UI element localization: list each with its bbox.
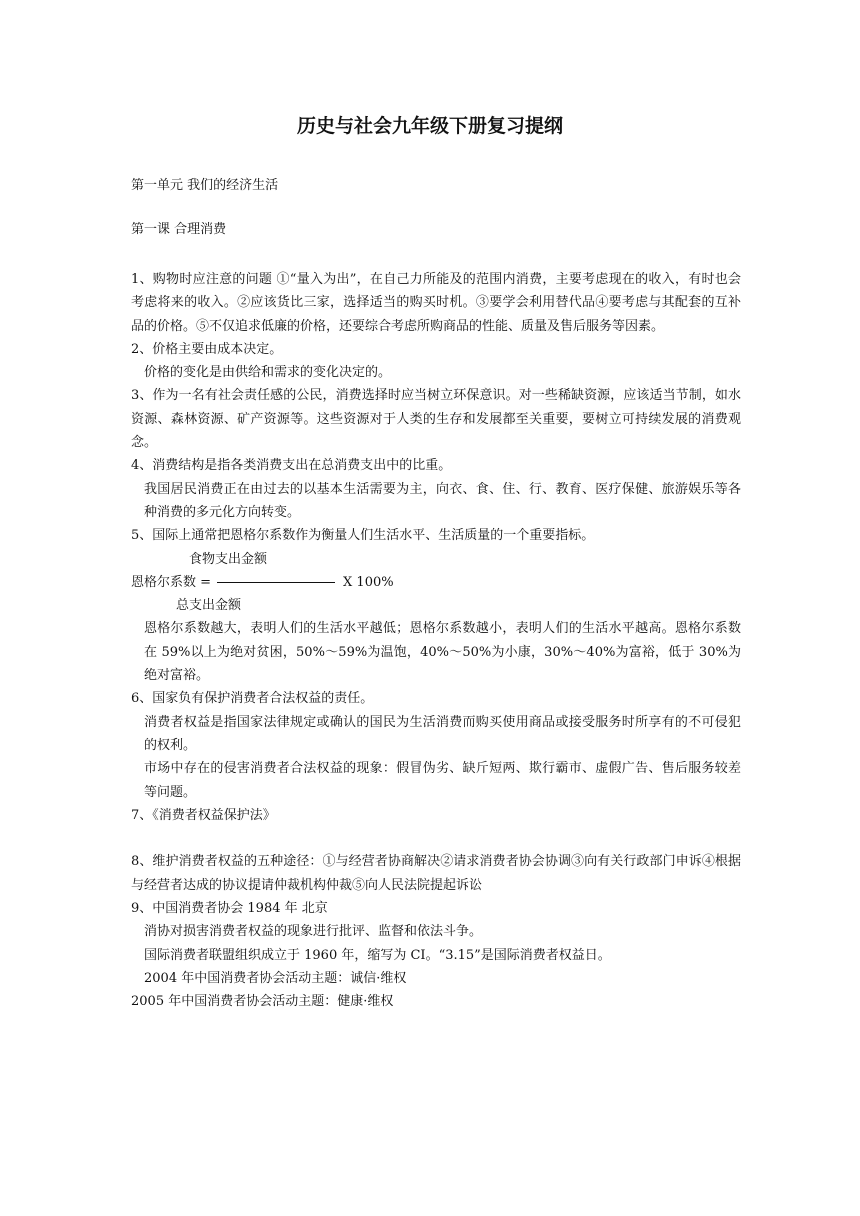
fraction-bar — [217, 582, 335, 583]
paragraph-9-theme-2004: 2004 年中国消费者协会活动主题：诚信·维权 — [144, 970, 407, 986]
paragraph-4-detail: 我国居民消费正在由过去的以基本生活需要为主，向衣、食、住、行、教育、医疗保健、旅游娱乐等各种消费的多元化方向转变。 — [144, 481, 741, 520]
paragraph-1: 1、购物时应注意的问题 ①“量入为出”，在自己力所能及的范围内消费，主要考虑现在的收入，有时也会考虑将来的收入。②应该货比三家，选择适当的购买时机。③要学会利用替代品④要考虑与其配套的互补品的价格。⑤不仅追求低廉的价格，还要综合考虑所购商品的性能、质量及售后服务等因素。 — [131, 272, 741, 334]
formula-multiplier: X 100% — [343, 574, 394, 590]
paragraph-6-phenomena: 市场中存在的侵害消费者合法权益的现象：假冒伪劣、缺斤短两、欺行霸市、虚假广告、售后服务较差等问题。 — [144, 761, 741, 800]
paragraph-9-detail: 消协对损害消费者权益的现象进行批评、监督和依法斗争。 — [144, 924, 483, 940]
paragraph-7: 7、《消费者权益保护法》 — [131, 807, 276, 823]
formula-numerator: 食物支出金额 — [189, 551, 268, 567]
engel-formula — [131, 548, 741, 618]
paragraph-5-detail: 恩格尔系数越大，表明人们的生活水平越低；恩格尔系数越小，表明人们的生活水平越高。恩格尔系数在 59%以上为绝对贫困，50%～59%为温饱，40%～50%为小康，30%～40%为富裕，低于 30%为绝对富裕。 — [144, 621, 741, 684]
paragraph-9-ci: 国际消费者联盟组织成立于 1960 年，缩写为 CI。“3.15”是国际消费者权益日。 — [144, 947, 611, 963]
paragraph-8: 8、维护消费者权益的五种途径：①与经营者协商解决②请求消费者协会协调③向有关行政部门申诉④根据与经营者达成的协议提请仲裁机构仲裁⑤向人民法院提起诉讼 — [131, 854, 741, 893]
paragraph-2-detail: 价格的变化是由供给和需求的变化决定的。 — [144, 365, 392, 381]
paragraph-9-theme-2005: 2005 年中国消费者协会活动主题：健康·维权 — [131, 994, 394, 1010]
formula-line — [131, 571, 741, 594]
document-title: 历史与社会九年级下册复习提纲 — [296, 115, 563, 137]
paragraph-3: 3、作为一名有社会责任感的公民，消费选择时应当树立环保意识。对一些稀缺资源，应该适当节制，如水资源、森林资源、矿产资源等。这些资源对于人类的生存和发展都至关重要，要树立可持续发展的消费观念。 — [131, 388, 741, 451]
blank-line — [131, 827, 741, 850]
paragraph-4: 4、消费结构是指各类消费支出在总消费支出中的比重。 — [131, 458, 452, 474]
paragraph-2: 2、价格主要由成本决定。 — [131, 341, 283, 357]
paragraph-6-detail: 消费者权益是指国家法律规定或确认的国民为生活消费而购买使用商品或接受服务时所享有的不可侵犯的权利。 — [144, 714, 741, 753]
formula-label: 恩格尔系数 = — [131, 574, 212, 590]
paragraph-5: 5、国际上通常把恩格尔系数作为衡量人们生活水平、生活质量的一个重要指标。 — [131, 528, 595, 544]
lesson-heading: 第一课 合理消费 — [131, 222, 227, 237]
paragraph-6: 6、国家负有保护消费者合法权益的责任。 — [131, 691, 374, 707]
unit-heading: 第一单元 我们的经济生活 — [131, 178, 279, 193]
formula-denominator: 总支出金额 — [176, 598, 242, 614]
outline-body — [131, 268, 741, 1014]
paragraph-9: 9、中国消费者协会 1984 年 北京 — [131, 901, 328, 917]
